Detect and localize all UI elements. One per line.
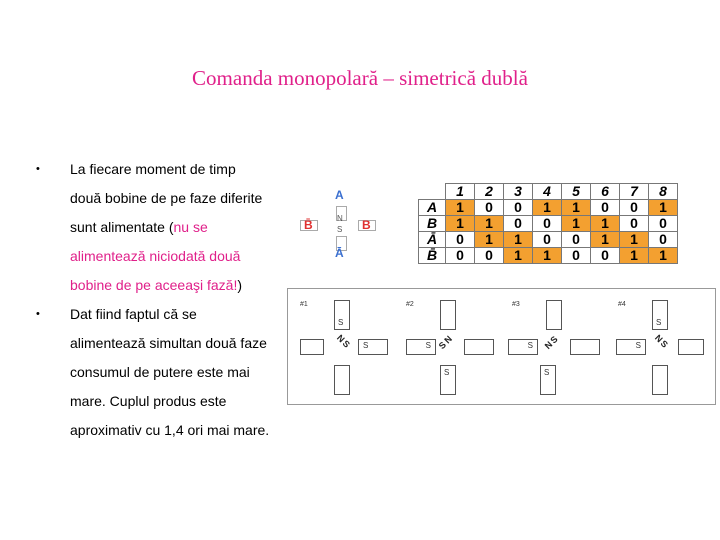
stepper-step-frames (287, 288, 716, 405)
highlight-text-run: bobine de pe aceeaşi fază! (70, 277, 238, 293)
step-header: 8 (649, 184, 678, 200)
frame-label: #3 (512, 301, 520, 308)
pole-label: S (338, 318, 344, 327)
bullet-list (36, 158, 291, 448)
bullet-dot-icon: • (36, 308, 40, 320)
table-cell: 0 (620, 216, 649, 232)
coil-bottom (540, 365, 556, 395)
step-header: 5 (562, 184, 591, 200)
step-header: 4 (533, 184, 562, 200)
row-label: B̄ (419, 248, 446, 264)
text-run: consumul de putere este mai (70, 364, 250, 380)
bullet-dot-icon: • (36, 163, 40, 175)
coil-right (678, 339, 704, 355)
table-cell: 0 (562, 248, 591, 264)
rotor (328, 330, 356, 358)
step-header: 1 (446, 184, 475, 200)
sequence-table (418, 183, 678, 264)
bullet-2-line-3 (70, 361, 291, 384)
pole-label: S (527, 341, 533, 350)
phase-b-bar-label: B̄ (304, 218, 313, 232)
coil-left (406, 339, 436, 355)
frame-label: #2 (406, 301, 414, 308)
table-cell: 0 (446, 248, 475, 264)
rotor-pole: N (652, 332, 665, 345)
coil-right (464, 339, 494, 355)
table-cell: 1 (533, 200, 562, 216)
pole-label: S (544, 368, 550, 377)
row-label: A (419, 200, 446, 216)
text-run: ) (237, 277, 243, 293)
text-run: sunt alimentate ( (70, 219, 174, 235)
table-row (419, 216, 678, 232)
table-cell: 0 (504, 216, 533, 232)
table-cell: 0 (649, 232, 678, 248)
phase-a-label: A (335, 188, 344, 202)
coil-top (652, 300, 668, 330)
text-run: Dat fiind faptul că se (70, 306, 197, 322)
rotor (540, 330, 568, 358)
motor-coil-symbol (298, 184, 384, 264)
bullet-1-line-1 (70, 158, 291, 181)
bullet-item-2 (36, 303, 291, 442)
bullet-2-line-5 (70, 419, 291, 442)
rotor-pole: S (548, 334, 560, 346)
text-run: aproximativ cu 1,4 ori mai mare. (70, 422, 270, 438)
rotor-n-label: N (337, 214, 343, 223)
table-cell: 1 (475, 232, 504, 248)
table-cell: 1 (446, 200, 475, 216)
pole-label: S (425, 341, 431, 350)
table-cell: 0 (475, 200, 504, 216)
bullet-2-line-2 (70, 332, 291, 355)
frame-label: #4 (618, 301, 626, 308)
coil-top (334, 300, 350, 330)
coil-left (300, 339, 324, 355)
highlight-text-run: nu se (173, 219, 208, 235)
table-cell: 1 (649, 248, 678, 264)
text-run: alimentează simultan două faze (70, 335, 267, 351)
bullet-1-line-5 (70, 274, 291, 297)
pole-label: S (656, 318, 662, 327)
rotor-pole: S (340, 338, 352, 350)
phase-b-label: B (362, 218, 371, 232)
table-cell: 1 (475, 216, 504, 232)
pole-label: S (635, 341, 641, 350)
coil-right (570, 339, 600, 355)
coil-bottom (652, 365, 668, 395)
slide-title: Comanda monopolară – simetrică dublă (192, 66, 528, 90)
table-cell: 1 (591, 216, 620, 232)
rotor-s-label: S (337, 225, 343, 234)
table-cell: 1 (504, 248, 533, 264)
table-cell: 1 (533, 248, 562, 264)
bullet-2-line-4 (70, 390, 291, 413)
table-cell: 0 (446, 232, 475, 248)
step-header: 2 (475, 184, 504, 200)
highlight-text-run: alimentează niciodată două (70, 248, 241, 264)
step-frame-2 (394, 289, 500, 404)
step-frame-4 (606, 289, 712, 404)
table-cell: 0 (533, 216, 562, 232)
table-cell: 0 (649, 216, 678, 232)
bullet-1-line-2 (70, 187, 291, 210)
step-header: 3 (504, 184, 533, 200)
bullet-1-line-4 (70, 245, 291, 268)
text-run: două bobine de pe faze diferite (70, 190, 263, 206)
pole-label: S (444, 368, 450, 377)
bullet-item-1 (36, 158, 291, 297)
coil-top (546, 300, 562, 330)
step-header: 6 (591, 184, 620, 200)
row-label: Ā (419, 232, 446, 248)
table-cell: 1 (591, 232, 620, 248)
rotor-pole: N (334, 332, 347, 345)
bullet-2-line-1 (70, 303, 291, 326)
step-header: 7 (620, 184, 649, 200)
table-cell: 1 (620, 248, 649, 264)
rotor-pole: S (436, 339, 449, 352)
coil-left (616, 339, 646, 355)
coil-top (440, 300, 456, 330)
table-row (419, 232, 678, 248)
table-cell: 1 (504, 232, 533, 248)
text-run: mare. Cuplul produs este (70, 393, 227, 409)
table-row (419, 248, 678, 264)
coil-bottom (440, 365, 456, 395)
rotor-pole: N (542, 339, 555, 352)
table-cell: 0 (591, 200, 620, 216)
coil-right (358, 339, 388, 355)
table-cell: 1 (446, 216, 475, 232)
rotor-pole: N (442, 333, 455, 346)
step-frame-1 (288, 289, 394, 404)
table-cell: 0 (533, 232, 562, 248)
pole-label: S (363, 341, 369, 350)
step-frame-3 (500, 289, 606, 404)
table-row (419, 200, 678, 216)
table-cell: 0 (475, 248, 504, 264)
frame-label: #1 (300, 301, 308, 308)
table-corner (419, 184, 446, 200)
table-cell: 0 (504, 200, 533, 216)
rotor (434, 330, 462, 358)
text-run: La fiecare moment de timp (70, 161, 236, 177)
table-cell: 0 (562, 232, 591, 248)
bullet-1-line-3 (70, 216, 291, 239)
table-cell: 1 (562, 200, 591, 216)
rotor (646, 330, 674, 358)
table-cell: 1 (562, 216, 591, 232)
table-cell: 0 (620, 200, 649, 216)
coil-left (508, 339, 538, 355)
rotor-pole: S (658, 338, 670, 350)
table-cell: 1 (649, 200, 678, 216)
coil-bottom (334, 365, 350, 395)
row-label: B (419, 216, 446, 232)
phase-a-bar-label: Ā (335, 246, 344, 260)
table-cell: 0 (591, 248, 620, 264)
table-header-row (419, 184, 678, 200)
table-cell: 1 (620, 232, 649, 248)
